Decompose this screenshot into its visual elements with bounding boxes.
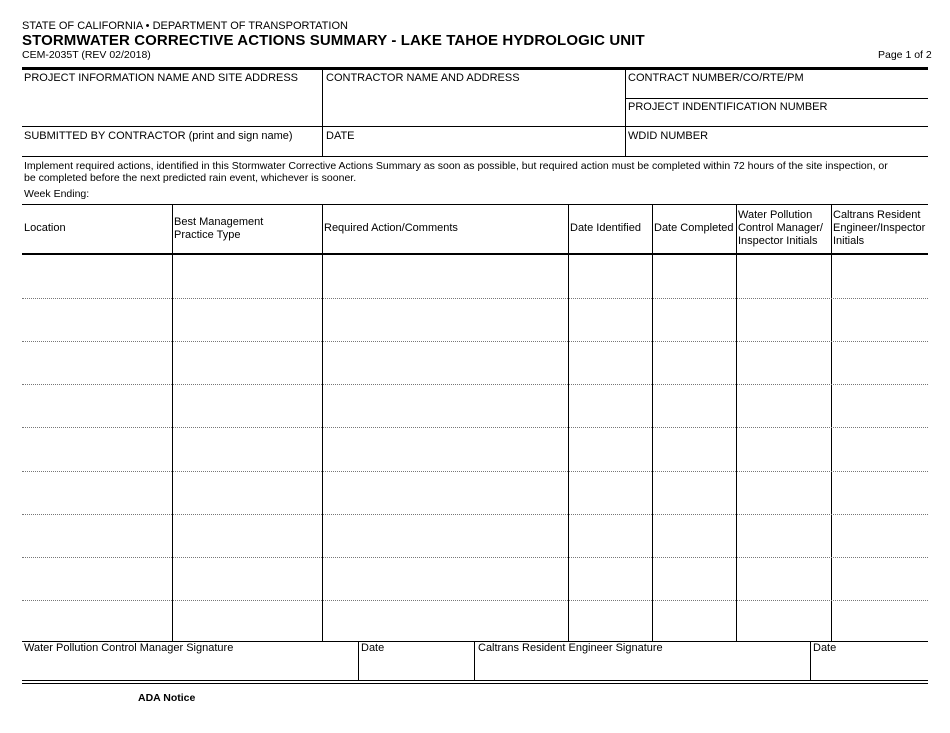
table-cell[interactable] (737, 601, 830, 642)
table-cell[interactable] (173, 428, 321, 469)
form-number: CEM-2035T (REV 02/2018) (22, 49, 151, 61)
sig-bottom-rule (22, 680, 928, 681)
table-cell[interactable] (173, 385, 321, 426)
table-cell[interactable] (653, 256, 735, 297)
instructions-line-2: be completed before the next predicted rain event, whichever is sooner. (24, 172, 357, 184)
table-cell[interactable] (737, 299, 830, 340)
table-cell[interactable] (737, 428, 830, 469)
top-rule-2 (22, 69, 928, 70)
col-bmp-type-header: Best Management Practice Type (174, 216, 264, 241)
table-cell[interactable] (23, 299, 171, 340)
table-cell[interactable] (323, 299, 567, 340)
wpcm-date-field[interactable]: Date (361, 642, 385, 654)
table-cell[interactable] (653, 299, 735, 340)
table-cell[interactable] (653, 558, 735, 599)
table-cell[interactable] (737, 256, 830, 297)
contractor-field[interactable]: CONTRACTOR NAME AND ADDRESS (326, 72, 520, 84)
instructions-line-1: Implement required actions, identified in this Stormwater Corrective Actions Summary as soon as possible, but required action must be completed within 72 hours of the site inspection, or (24, 160, 888, 172)
table-cell[interactable] (173, 299, 321, 340)
col-date-identified-header: Date Identified (570, 222, 641, 234)
table-cell[interactable] (653, 515, 735, 556)
table-cell[interactable] (569, 428, 651, 469)
table-cell[interactable] (737, 342, 830, 383)
table-cell[interactable] (173, 601, 321, 642)
contract-number-rule (625, 98, 928, 99)
col-required-action-header: Required Action/Comments (324, 222, 458, 234)
table-cell[interactable] (832, 256, 927, 297)
table-cell[interactable] (737, 385, 830, 426)
table-cell[interactable] (569, 558, 651, 599)
table-cell[interactable] (323, 256, 567, 297)
sig-bottom-rule-2 (22, 683, 928, 684)
table-cell[interactable] (173, 256, 321, 297)
table-cell[interactable] (653, 342, 735, 383)
table-cell[interactable] (569, 601, 651, 642)
project-info-field[interactable]: PROJECT INFORMATION NAME AND SITE ADDRESS (24, 72, 299, 84)
table-cell[interactable] (323, 472, 567, 513)
page-number: Page 1 of 2 (878, 49, 932, 61)
table-cell[interactable] (832, 472, 927, 513)
table-cell[interactable] (653, 428, 735, 469)
table-cell[interactable] (737, 515, 830, 556)
table-cell[interactable] (323, 385, 567, 426)
table-cell[interactable] (653, 601, 735, 642)
table-cell[interactable] (23, 601, 171, 642)
table-cell[interactable] (832, 601, 927, 642)
table-cell[interactable] (832, 558, 927, 599)
table-cell[interactable] (23, 342, 171, 383)
table-cell[interactable] (737, 558, 830, 599)
table-cell[interactable] (832, 385, 927, 426)
table-cell[interactable] (23, 385, 171, 426)
col-re-initials-header: Caltrans Resident Engineer/Inspector Initials (833, 209, 926, 247)
table-cell[interactable] (23, 472, 171, 513)
table-cell[interactable] (173, 515, 321, 556)
table-cell[interactable] (23, 515, 171, 556)
table-cell[interactable] (832, 515, 927, 556)
date-field[interactable]: DATE (326, 130, 355, 142)
table-cell[interactable] (173, 472, 321, 513)
table-cell[interactable] (569, 472, 651, 513)
col-date-completed-header: Date Completed (654, 222, 734, 234)
col-wpcm-initials-header: Water Pollution Control Manager/ Inspector Initials (738, 209, 823, 247)
table-cell[interactable] (653, 472, 735, 513)
table-cell[interactable] (653, 385, 735, 426)
table-cell[interactable] (569, 342, 651, 383)
table-top-rule (22, 204, 928, 205)
wpcm-signature-field[interactable]: Water Pollution Control Manager Signature (24, 642, 234, 654)
agency-line: STATE OF CALIFORNIA • DEPARTMENT OF TRANSPORTATION (22, 20, 348, 32)
table-cell[interactable] (569, 515, 651, 556)
table-cell[interactable] (569, 385, 651, 426)
table-cell[interactable] (173, 342, 321, 383)
submitted-by-field[interactable]: SUBMITTED BY CONTRACTOR (print and sign name) (24, 130, 293, 142)
table-cell[interactable] (323, 515, 567, 556)
info-divider-1 (322, 69, 323, 157)
table-cell[interactable] (323, 558, 567, 599)
table-header-rule (22, 253, 928, 255)
table-cell[interactable] (323, 342, 567, 383)
wdid-field[interactable]: WDID NUMBER (628, 130, 709, 142)
re-date-field[interactable]: Date (813, 642, 837, 654)
table-cell[interactable] (569, 299, 651, 340)
col-location-header: Location (24, 222, 66, 234)
table-cell[interactable] (832, 299, 927, 340)
table-cell[interactable] (323, 601, 567, 642)
info-mid-rule (22, 126, 928, 127)
table-cell[interactable] (832, 342, 927, 383)
table-cell[interactable] (173, 558, 321, 599)
info-divider-2 (625, 69, 626, 157)
table-cell[interactable] (832, 428, 927, 469)
sig-divider-3 (810, 641, 811, 680)
table-cell[interactable] (23, 428, 171, 469)
sig-divider-1 (358, 641, 359, 680)
table-cell[interactable] (23, 558, 171, 599)
info-bottom-rule (22, 156, 928, 157)
form-title: STORMWATER CORRECTIVE ACTIONS SUMMARY - LAKE TAHOE HYDROLOGIC UNIT (22, 32, 645, 49)
table-cell[interactable] (737, 472, 830, 513)
ada-notice[interactable]: ADA Notice (138, 692, 196, 704)
re-signature-field[interactable]: Caltrans Resident Engineer Signature (478, 642, 663, 654)
table-cell[interactable] (323, 428, 567, 469)
week-ending-field[interactable]: Week Ending: (24, 188, 90, 200)
table-cell[interactable] (569, 256, 651, 297)
sig-divider-2 (474, 641, 475, 680)
contract-number-field[interactable]: CONTRACT NUMBER/CO/RTE/PM (628, 72, 804, 84)
project-id-field[interactable]: PROJECT INDENTIFICATION NUMBER (628, 101, 828, 113)
table-cell[interactable] (23, 256, 171, 297)
